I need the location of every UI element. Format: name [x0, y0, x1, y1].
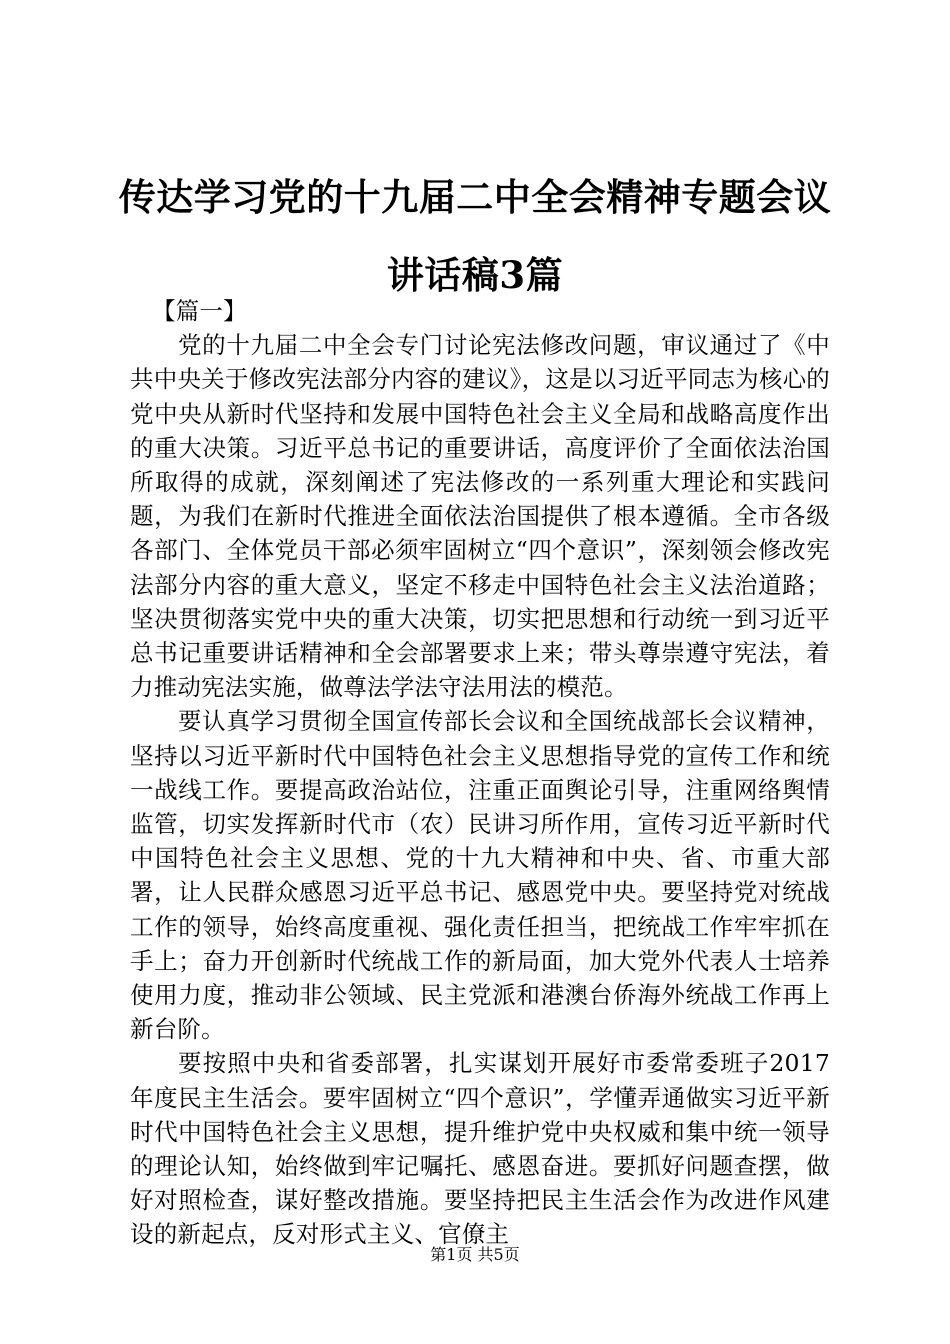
section-label: 【篇一】 [152, 297, 247, 325]
paragraph-1: 党的十九届二中全会专门讨论宪法修改问题，审议通过了《中共中央关于修改宪法部分内容的建议》，这是以习近平同志为核心的党中央从新时代坚持和发展中国特色社会主义全局和战略高度作出的重大决策。习近平总书记的重要讲话，高度评价了全面依法治国所取得的成就，深刻阐述了宪法修改的一系列重大理论和实践问题，为我们在新时代推进全面依法治国提供了根本遵循。全市各级各部门、全体党员干部必须牢固树立“四个意识”，深刻领会修改宪法部分内容的重大意义，坚定不移走中国特色社会主义法治道路；坚决贯彻落实党中央的重大决策，切实把思想和行动统一到习近平总书记重要讲话精神和全会部署要求上来；带头尊崇遵守宪法，着力推动宪法实施，做尊法学法守法用法的模范。 [130, 331, 830, 702]
paragraph-2: 要认真学习贯彻全国宣传部长会议和全国统战部长会议精神，坚持以习近平新时代中国特色社会主义思想指导党的宣传工作和统一战线工作。要提高政治站位，注重正面舆论引导，注重网络舆情监管，切实发挥新时代市（农）民讲习所作用，宣传习近平新时代中国特色社会主义思想、党的十九大精神和中央、省、市重大部署，让人民群众感恩习近平总书记、感恩党中央。要坚持党对统战工作的领导，始终高度重视、强化责任担当，把统战工作牢牢抓在手上；奋力开创新时代统战工作的新局面，加大党外代表人士培养使用力度，推动非公领域、民主党派和港澳台侨海外统战工作再上新台阶。 [130, 707, 830, 1044]
document-title: 传达学习党的十九届二中全会精神专题会议讲话稿3篇 [118, 175, 832, 297]
document-body [130, 294, 830, 1252]
page-number-footer: 第1页 共5页 [430, 1245, 520, 1264]
paragraph-3: 要按照中央和省委部署，扎实谋划开展好市委常委班子2017年度民主生活会。要牢固树立“四个意识”，学懂弄通做实习近平新时代中国特色社会主义思想，提升维护党中央权威和集中统一领导的理论认知，始终做到牢记嘱托、感恩奋进。要抓好问题查摆，做好对照检查，谋好整改措施。要坚持把民主生活会作为改进作风建设的新起点，反对形式主义、官僚主 [130, 1049, 830, 1249]
